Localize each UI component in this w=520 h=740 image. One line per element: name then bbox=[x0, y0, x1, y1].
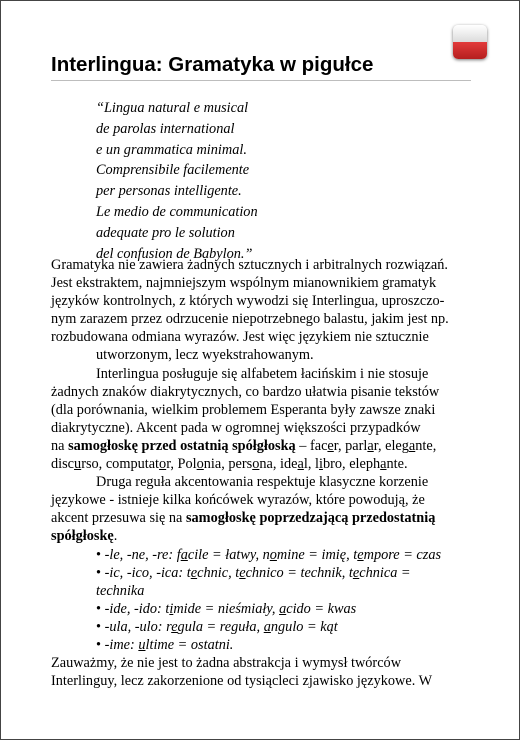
stressed-vowel: i bbox=[319, 456, 323, 473]
stressed-vowel: a bbox=[297, 456, 304, 473]
list-item-text: -ula, -ulo: regula = reguła, angulo = kąt bbox=[104, 618, 338, 635]
text-line: Zauważmy, że nie jest to żadna abstrakcja i wymysł twórców bbox=[51, 655, 402, 671]
stressed-vowel: a bbox=[380, 456, 387, 473]
stressed-vowel: e bbox=[239, 564, 246, 581]
quote-line: Le medio de communication bbox=[96, 203, 258, 220]
bold-rule-text: samogłoskę poprzedzającą przedostatnią bbox=[185, 510, 436, 527]
example-word: discurso bbox=[51, 456, 99, 473]
example-word: facer bbox=[309, 437, 338, 454]
stressed-vowel: i bbox=[169, 600, 174, 617]
stressed-vowel: e bbox=[357, 546, 364, 563]
text-line: discurso, computator, Polonia, persona, ideal, libro, elephante. bbox=[51, 456, 408, 473]
list-item: • -ime: ultime = ostatni. bbox=[96, 637, 234, 654]
list-item-text: -ic, -ico, -ica: technic, technico = technik, technica = bbox=[104, 564, 411, 581]
stressed-vowel: a bbox=[367, 437, 374, 454]
stressed-vowel: o bbox=[252, 456, 260, 473]
text-line: Gramatyka nie zawiera żadnych sztucznych i arbitralnych rozwiązań. bbox=[51, 257, 448, 273]
text-span: akcent przesuwa się na bbox=[51, 510, 186, 527]
text-span: na bbox=[51, 437, 69, 454]
stressed-vowel: o bbox=[196, 456, 204, 473]
text-line: żadnych znaków diakrytycznych, co bardzo ułatwia pisanie tekstów bbox=[51, 383, 440, 400]
paragraph-conclusion bbox=[51, 654, 471, 690]
flag-white-stripe bbox=[453, 25, 487, 42]
stressed-vowel: a bbox=[263, 618, 271, 635]
stressed-vowel: e bbox=[171, 618, 178, 635]
list-item-text: -ime: ultime = ostatni. bbox=[104, 637, 234, 654]
stressed-vowel: a bbox=[180, 546, 188, 563]
quote-line: de parolas international bbox=[96, 120, 235, 137]
list-item-text: -le, -ne, -re: facile = łatwy, nomine = imię, tempore = czas bbox=[104, 546, 442, 563]
example-word: computator bbox=[105, 456, 171, 473]
paragraph-intro bbox=[51, 256, 471, 365]
ending-list bbox=[96, 546, 476, 655]
stressed-vowel: e bbox=[327, 437, 334, 454]
text-line: rozbudowana odmiana wyrazów. Jest więc językiem nie sztucznie bbox=[51, 329, 429, 346]
text-line: (dla porównania, wielkim problemem Esperanta były zawsze znaki bbox=[51, 401, 436, 418]
paragraph-second-rule bbox=[51, 473, 471, 545]
quote-line: e un grammatica minimal. bbox=[96, 141, 247, 158]
quote-line: adequate pro le solution bbox=[96, 224, 235, 241]
bold-rule-text: samogłoskę przed ostatnią spółgłoską bbox=[68, 437, 296, 454]
stressed-vowel: u bbox=[74, 456, 82, 473]
text-line: językowe - istnieje kilka końcówek wyrazów, które powodują, że bbox=[51, 492, 425, 509]
text-line: spółgłoskę. bbox=[51, 528, 118, 545]
text-line: Jest ekstraktem, najmniejszym wspólnym mianownikiem gramatyk bbox=[51, 275, 437, 292]
example-word: elegante bbox=[385, 437, 433, 454]
stressed-vowel: u bbox=[138, 637, 146, 654]
example-word: parlar bbox=[345, 437, 378, 454]
example-word: ideal bbox=[280, 456, 308, 473]
stressed-vowel: a bbox=[408, 437, 416, 454]
text-line: Interlinguy, lecz zakorzenione od tysiącleci zjawisko językowe. W bbox=[51, 673, 433, 690]
quote-line: Comprensibile facilemente bbox=[96, 162, 250, 179]
text-line: utworzonym, lecz wyekstrahowanym. bbox=[96, 347, 314, 364]
title-divider bbox=[51, 80, 471, 81]
list-item: • -ula, -ulo: regula = reguła, angulo = kąt bbox=[96, 618, 338, 635]
text-line: na samogłoskę przed ostatnią spółgłoską – facer, parlar, elegante, bbox=[51, 437, 437, 454]
text-line bbox=[51, 509, 471, 527]
text-line: nym zarazem przez odrzucenie niepotrzebnego balastu, jakim jest np. bbox=[51, 311, 449, 328]
text-line: Interlingua posługuje się alfabetem łacińskim i nie stosuje bbox=[96, 365, 429, 382]
quote-line: del confusion de Babylon.” bbox=[96, 245, 253, 262]
example-word: libro bbox=[315, 456, 343, 473]
page-title: Interlingua: Gramatyka w pigułce bbox=[51, 53, 374, 76]
list-item-text: -ide, -ido: timide = nieśmiały, acido = kwas bbox=[104, 600, 357, 617]
list-item: • -le, -ne, -re: facile = łatwy, nomine = imię, tempore = czas bbox=[96, 546, 442, 563]
list-item-continuation: technika bbox=[96, 582, 145, 599]
quote-line: per personas intelligente. bbox=[96, 183, 242, 200]
motto-quote bbox=[96, 98, 396, 264]
text-line: Druga reguła akcentowania respektuje klasyczne korzenie bbox=[96, 474, 429, 491]
stressed-vowel: e bbox=[190, 564, 198, 581]
stressed-vowel: o bbox=[159, 456, 167, 473]
text-line: diakrytyczne). Akcent pada w ogromnej większości przypadków bbox=[51, 419, 421, 436]
stressed-vowel: o bbox=[269, 546, 277, 563]
example-word: elephante bbox=[349, 456, 404, 473]
example-word: Polonia bbox=[177, 456, 222, 473]
stressed-vowel: a bbox=[279, 600, 287, 617]
list-item: • -ide, -ido: timide = nieśmiały, acido = kwas bbox=[96, 600, 357, 617]
paragraph-alphabet bbox=[51, 365, 471, 474]
example-word: persona bbox=[228, 456, 273, 473]
bold-rule-text: spółgłoskę bbox=[51, 528, 114, 545]
quote-line: “Lingua natural e musical bbox=[96, 100, 249, 116]
stressed-vowel: e bbox=[352, 564, 360, 581]
list-item: • -ic, -ico, -ica: technic, technico = technik, technica = bbox=[96, 564, 411, 581]
text-line: języków kontrolnych, z których wywodzi się Interlingua, uproszczo- bbox=[51, 293, 445, 310]
text-span: – bbox=[295, 437, 310, 454]
